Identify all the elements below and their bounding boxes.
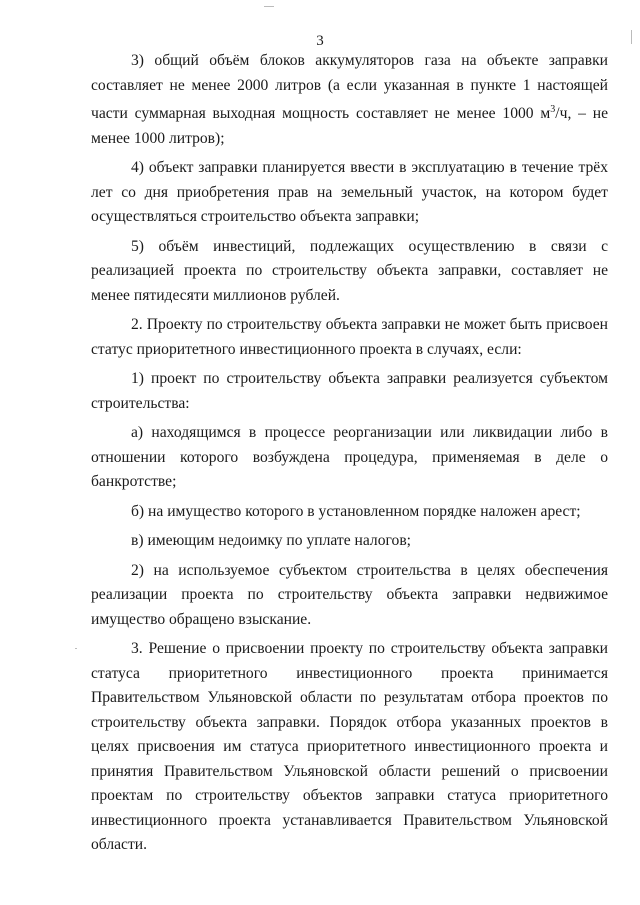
paragraph-subitem-1: 1) проект по строительству объекта заправки реализуется субъектом строительства: bbox=[91, 370, 608, 412]
paragraph-text: 3) общий объём блоков аккумуляторов газа на объекте заправки составляет не менее 2000 литров (а если указанная в пункте 1 настоящей части суммарная выходная мощность составляет не менее 1000 м bbox=[91, 52, 608, 123]
paragraph-subitem-b: б) на имущество которого в установленном порядке наложен арест; bbox=[131, 502, 581, 520]
document-body bbox=[91, 49, 608, 863]
scan-speck bbox=[264, 6, 274, 7]
paragraph-part-3: 3. Решение о присвоении проекту по строительству объекта заправки статуса приоритетного инвестиционного проекта принимается Правительством Ульяновской области по результатам отбора проектов по строительству объекта заправки. Порядок отбора указанных проектов в целях присвоения им статуса приоритетного инвестиционного проекта и принятия Правительством Ульяновской области решений о присвоении проектам по строительству объектов заправки статуса приоритетного инвестиционного проекта устанавливается Правительством Ульяновской области. bbox=[91, 640, 608, 854]
paragraph-subitem-v: в) имеющим недоимку по уплате налогов; bbox=[131, 532, 412, 550]
superscript-exponent: 3 bbox=[550, 104, 556, 115]
paragraph-subitem-2: 2) на используемое субъектом строительства в целях обеспечения реализации проекта по строительству объекта заправки недвижимое имущество обращено взыскание. bbox=[91, 561, 608, 628]
paragraph-subitem-a: а) находящимся в процессе реорганизации или ликвидации либо в отношении которого возбуждена процедура, применяемая в деле о банкротстве; bbox=[91, 424, 608, 491]
paragraph-item-3 bbox=[91, 49, 608, 151]
paragraph-item-5: 5) объём инвестиций, подлежащих осуществлению в связи с реализацией проекта по строительству объекта заправки, составляет не менее пятидесяти миллионов рублей. bbox=[91, 237, 608, 304]
paragraph-text-continued: /ч, – не менее 1000 литров); bbox=[91, 105, 609, 147]
scan-speck bbox=[75, 648, 77, 649]
paragraph-item-4: 4) объект заправки планируется ввести в эксплуатацию в течение трёх лет со дня приобретения прав на земельный участок, на котором будет осуществляться строительство объекта заправки; bbox=[91, 159, 608, 226]
paragraph-part-2: 2. Проекту по строительству объекта заправки не может быть присвоен статус приоритетного инвестиционного проекта в случаях, если: bbox=[91, 316, 608, 358]
page-number: 3 bbox=[316, 33, 324, 49]
scan-speck bbox=[631, 30, 632, 44]
